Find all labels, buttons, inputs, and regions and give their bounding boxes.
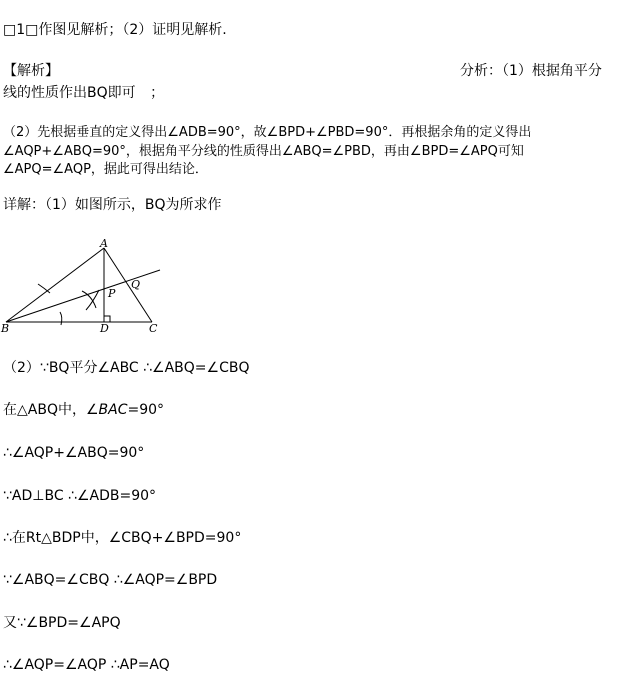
- part2-analysis-line-3: ∠APQ=∠AQP，据此可得出结论．: [3, 162, 208, 177]
- proof-line-5: ∴在Rt△BDP中，∠CBQ+∠BPD=90°: [3, 530, 242, 546]
- proof-line-7: 又∵∠BPD=∠APQ: [3, 615, 121, 631]
- label-P: P: [108, 287, 116, 300]
- label-D: D: [100, 322, 109, 335]
- label-C: C: [149, 322, 158, 335]
- label-Q: Q: [131, 278, 141, 291]
- jiexi-heading: 【解析】: [3, 63, 59, 79]
- analysis-text-cont: [3, 84, 164, 102]
- part2-analysis-line-2: ∠AQP+∠ABQ=90°，根据角平分线的性质得出∠ABQ=∠PBD，再由∠BPD=∠APQ可知: [3, 144, 524, 159]
- geometry-figure: [0, 238, 170, 338]
- part2-analysis-line-1: （2）先根据垂直的定义得出∠ADB=90°，故∠BPD+∠PBD=90°．再根据余角的定义得出: [3, 125, 532, 140]
- proof-line-6: ∵∠ABQ=∠CBQ ∴∠AQP=∠BPD: [3, 572, 218, 588]
- analysis-cont-punct: ；: [150, 85, 165, 101]
- answer-summary: □1□作图见解析；（2）证明见解析.: [3, 22, 227, 38]
- proof-line-2: [3, 401, 164, 419]
- arc-mark-1: [38, 284, 50, 293]
- analysis-cont-main: 线的性质作出BQ即可: [3, 85, 136, 101]
- proof-line-2-angle: BAC: [98, 402, 128, 418]
- proof-line-8: ∴∠AQP=∠AQP ∴AP=AQ: [3, 657, 170, 673]
- proof-line-1: （2）∵BQ平分∠ABC ∴∠ABQ=∠CBQ: [3, 360, 250, 376]
- proof-line-4: ∵AD⊥BC ∴∠ADB=90°: [3, 488, 157, 504]
- arc-mark-2: [60, 312, 62, 325]
- proof-line-2-post: =90°: [127, 402, 165, 418]
- proof-line-3: ∴∠AQP+∠ABQ=90°: [3, 445, 145, 461]
- analysis-text-right: 分析：（1）根据角平分: [460, 63, 602, 79]
- segment-AC: [104, 248, 152, 322]
- segment-AB: [6, 248, 104, 322]
- label-B: B: [1, 322, 10, 335]
- proof-line-2-pre: 在△ABQ中，∠: [3, 402, 99, 418]
- detail-line-1: 详解：（1）如图所示，BQ为所求作: [3, 197, 222, 213]
- label-A: A: [100, 238, 108, 250]
